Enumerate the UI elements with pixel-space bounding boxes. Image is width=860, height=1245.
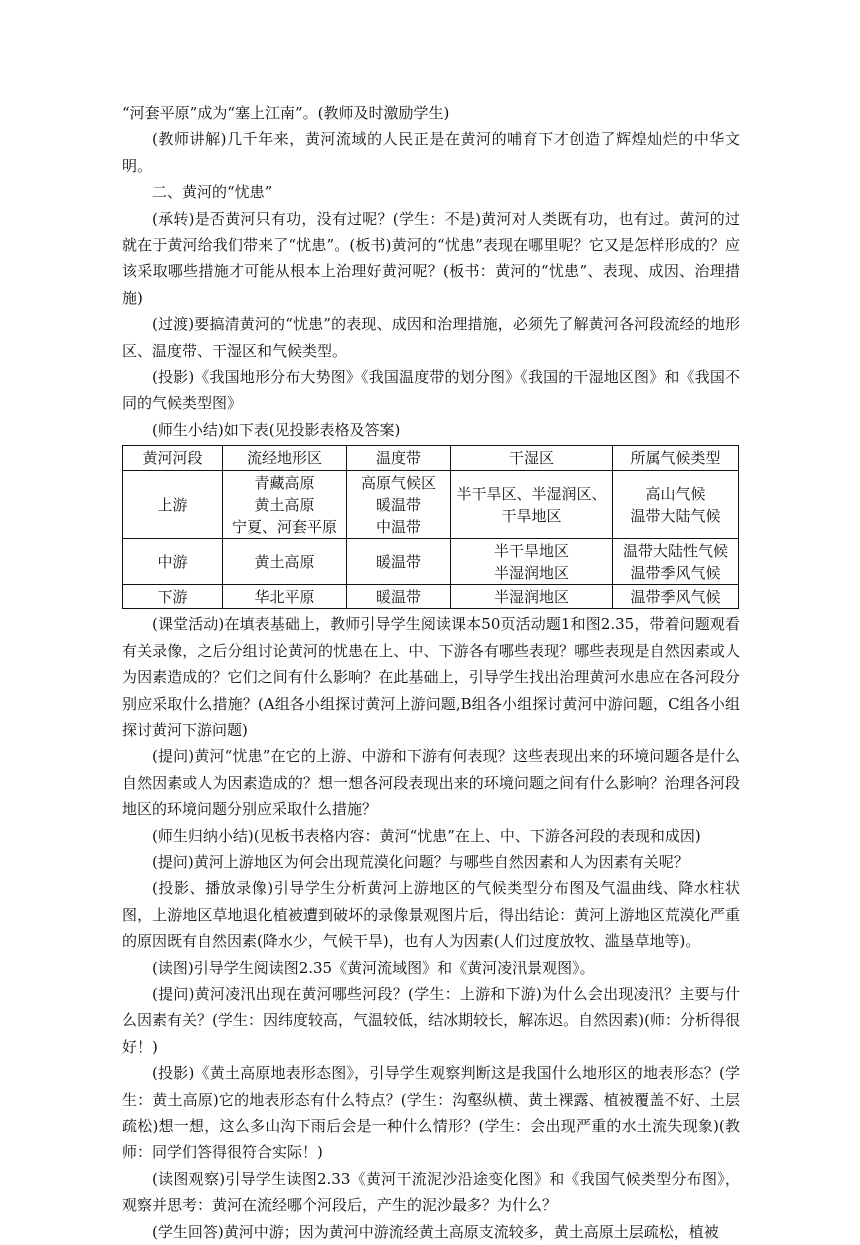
paragraph: (投影)《我国地形分布大势图》《我国温度带的划分图》《我国的干湿地区图》和《我国不同的气候类型图》 — [122, 368, 740, 413]
table-cell-climate — [613, 471, 739, 539]
paragraph: (师生归纳小结)(见板书表格内容：黄河“忧患”在上、中、下游各河段的表现和成因) — [152, 826, 701, 845]
paragraph: (提问)黄河上游地区为何会出现荒漠化问题？与哪些自然因素和人为因素有关呢？ — [152, 852, 689, 871]
table-cell-temperature — [347, 585, 451, 609]
cell-line: 华北平原 — [254, 587, 315, 606]
section-heading: 二、黄河的“忧患” — [152, 183, 273, 202]
table-cell-climate — [613, 585, 739, 609]
table-cell-humidity — [451, 471, 613, 539]
document-body — [122, 100, 740, 1245]
cell-line: 青藏高原 — [254, 473, 315, 492]
cell-line: 高原气候区 — [360, 473, 436, 492]
paragraph: (投影、播放录像)引导学生分析黄河上游地区的气候类型分布图及气温曲线、降水柱状图，上游地区草地退化植被遭到破坏的录像景观图片后，得出结论：黄河上游地区荒漠化严重的原因既有自然因素(降水少，气候干旱)，也有人为因素(人们过度放牧、滥垦草地等)。 — [122, 879, 740, 951]
table-row — [123, 585, 739, 609]
paragraph: “河套平原”成为“塞上江南”。(教师及时激励学生) — [122, 104, 450, 122]
table-cell-climate — [613, 539, 739, 585]
paragraph: (师生小结)如下表(见投影表格及答案) — [152, 420, 401, 439]
cell-line: 半湿润地区 — [493, 563, 569, 582]
table-cell-segment: 下游 — [123, 585, 223, 609]
cell-line: 中温带 — [375, 517, 421, 536]
cell-line: 暖温带 — [375, 495, 421, 514]
cell-line: 温带大陆气候 — [630, 506, 721, 525]
paragraph: (教师讲解)几千年来，黄河流域的人民正是在黄河的哺育下才创造了辉煌灿烂的中华文明。 — [122, 130, 740, 175]
paragraph: (读图观察)引导学生读图2.33《黄河干流泥沙沿途变化图》和《我国气候类型分布图》，观察并思考：黄河在流经哪个河段后，产生的泥沙最多？为什么？ — [122, 1169, 740, 1215]
table-cell-segment: 上游 — [123, 471, 223, 539]
paragraph: (读图)引导学生阅读图2.35《黄河流域图》和《黄河凌汛景观图》。 — [152, 958, 595, 977]
paragraph: (提问)黄河“忧患”在它的上游、中游和下游有何表现？这些表现出来的环境问题各是什么自然因素或人为因素造成的？想一想各河段表现出来的环境问题之间有什么影响？治理各河段地区的环境问题分别应采取什么措施？ — [122, 747, 740, 819]
table-header-row — [123, 446, 739, 471]
cell-line: 温带大陆性气候 — [622, 541, 728, 560]
cell-line: 黄土高原 — [254, 552, 315, 571]
table-cell-humidity — [451, 539, 613, 585]
cell-line: 黄土高原 — [254, 495, 315, 514]
table-cell-temperature — [347, 539, 451, 585]
cell-line: 半湿润地区 — [493, 587, 569, 606]
table-cell-terrain — [223, 539, 347, 585]
paragraph: (过渡)要搞清黄河的“忧患”的表现、成因和治理措施，必须先了解黄河各河段流经的地形区、温度带、干湿区和气候类型。 — [122, 315, 740, 360]
table-header: 所属气候类型 — [613, 446, 739, 471]
table-cell-segment: 中游 — [123, 539, 223, 585]
paragraph: (提问)黄河凌汛出现在黄河哪些河段？(学生：上游和下游)为什么会出现凌汛？主要与什么因素有关？(学生：因纬度较高，气温较低，结冰期较长，解冻迟。自然因素)(师：分析得很好！) — [122, 984, 740, 1056]
table-header: 流经地形区 — [223, 446, 347, 471]
paragraph: (承转)是否黄河只有功，没有过呢？(学生：不是)黄河对人类既有功，也有过。黄河的过就在于黄河给我们带来了“忧患”。(板书)黄河的“忧患”表现在哪里呢？它又是怎样形成的？应该采取哪些措施才可能从根本上治理好黄河呢？(板书：黄河的“忧患”、表现、成因、治理措施) — [122, 209, 740, 307]
cell-line: 宁夏、河套平原 — [231, 517, 337, 536]
cell-line: 温带季风气候 — [630, 587, 721, 606]
paragraph: (学生回答)黄河中游；因为黄河中游流经黄土高原支流较多，黄土高原土层疏松，植被 — [152, 1222, 719, 1241]
paragraph: (课堂活动)在填表基础上，教师引导学生阅读课本50页活动题1和图2.35，带着问题观看有关录像，之后分组讨论黄河的忧患在上、中、下游各有哪些表现？哪些表现是自然因素或人为因素造成的？它们之间有什么影响？在此基础上，引导学生找出治理黄河水患应在各河段分别应采取什么措施？(A组各小组探讨黄河上游问题,B组各小组探讨黄河中游问题，C组各小组探讨黄河下游问题) — [122, 615, 740, 739]
table-cell-terrain — [223, 471, 347, 539]
cell-line: 温带季风气候 — [630, 563, 721, 582]
cell-line: 高山气候 — [645, 484, 706, 503]
table-row — [123, 539, 739, 585]
table-row — [123, 471, 739, 539]
table-header: 黄河河段 — [123, 446, 223, 471]
cell-line: 暖温带 — [375, 587, 421, 606]
table-cell-temperature — [347, 471, 451, 539]
table-header: 温度带 — [347, 446, 451, 471]
yellow-river-segments-table — [122, 445, 739, 609]
table-cell-humidity — [451, 585, 613, 609]
cell-line: 干旱地区 — [501, 506, 562, 525]
cell-line: 暖温带 — [375, 552, 421, 571]
cell-line: 半干旱区、半湿润区、 — [456, 484, 607, 503]
cell-line: 半干旱地区 — [493, 541, 569, 560]
table-cell-terrain — [223, 585, 347, 609]
paragraph: (投影)《黄土高原地表形态图》，引导学生观察判断这是我国什么地形区的地表形态？(学生：黄土高原)它的地表形态有什么特点？(学生：沟壑纵横、黄土裸露、植被覆盖不好、土层疏松)想一想，这么多山沟下雨后会是一种什么情形？(学生：会出现严重的水土流失现象)(教师：同学们答得很符合实际！) — [122, 1064, 740, 1162]
table-header: 干湿区 — [451, 446, 613, 471]
